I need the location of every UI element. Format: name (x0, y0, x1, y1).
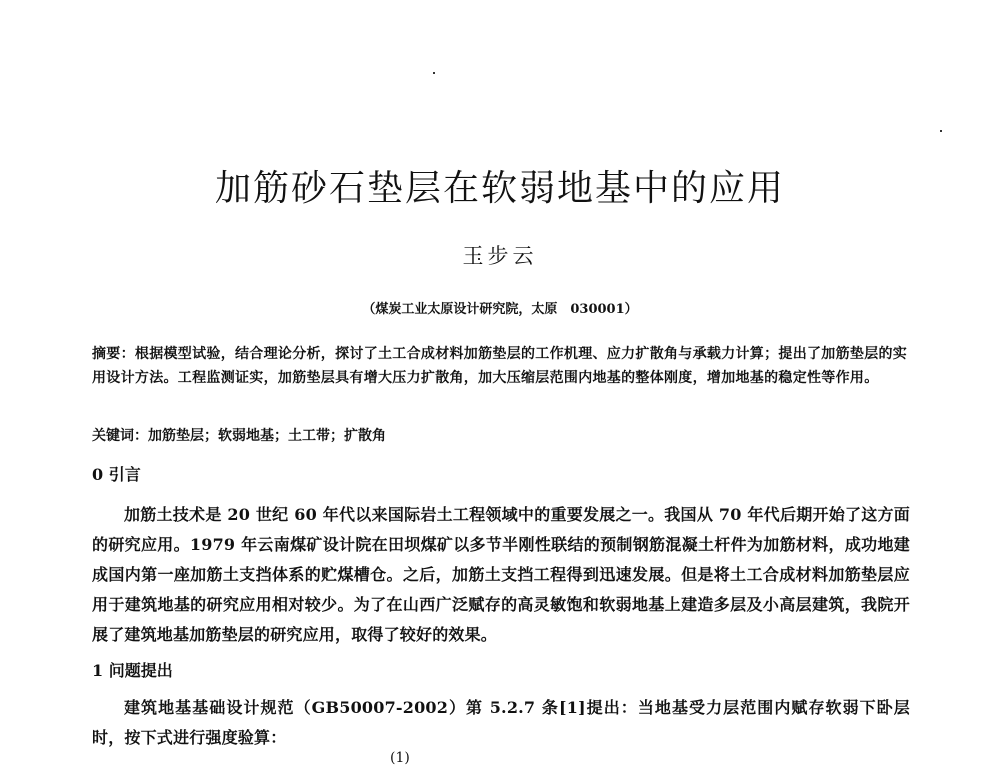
keywords (92, 425, 910, 445)
section-heading-problem: 1 问题提出 (92, 661, 173, 680)
keywords-text: 加筋垫层；软弱地基；土工带；扩散角 (148, 428, 386, 444)
scan-speck (940, 130, 942, 132)
keywords-label: 关键词： (92, 428, 148, 444)
abstract-label: 摘要： (92, 346, 135, 362)
formula-number: (1) (390, 750, 410, 766)
abstract (92, 342, 910, 390)
problem-paragraph: 建筑地基基础设计规范（GB50007-2002）第 5.2.7 条[1]提出：当地基受力层范围内赋存软弱下卧层时，按下式进行强度验算： (92, 698, 910, 747)
affiliation: （煤炭工业太原设计研究院，太原 030001） (362, 302, 638, 317)
introduction-paragraph: 加筋土技术是 20 世纪 60 年代以来国际岩土工程领域中的重要发展之一。我国从 70 年代后期开始了这方面的研究应用。1979 年云南煤矿设计院在田坝煤矿以多节半刚性联结的预制钢筋混凝土杆件为加筋材料，成功地建成国内第一座加筋土支挡体系的贮煤槽仓。之后，加筋土支挡工程得到迅速发展。但是将土工合成材料加筋垫层应用于建筑地基的研究应用相对较少。为了在山西广泛赋存的高灵敏饱和软弱地基上建造多层及小高层建筑，我院开展了建筑地基加筋垫层的研究应用，取得了较好的效果。 (92, 505, 910, 644)
author-name: 王步云 (462, 244, 538, 268)
section-heading-introduction: 0 引言 (92, 465, 141, 484)
abstract-text: 根据模型试验，结合理论分析，探讨了土工合成材料加筋垫层的工作机理、应力扩散角与承载力计算；提出了加筋垫层的实用设计方法。工程监测证实，加筋垫层具有增大压力扩散角，加大压缩层范围内地基的整体刚度，增加地基的稳定性等作用。 (92, 346, 908, 386)
paper-title: 加筋砂石垫层在软弱地基中的应用 (214, 168, 785, 209)
scan-speck (433, 72, 435, 74)
